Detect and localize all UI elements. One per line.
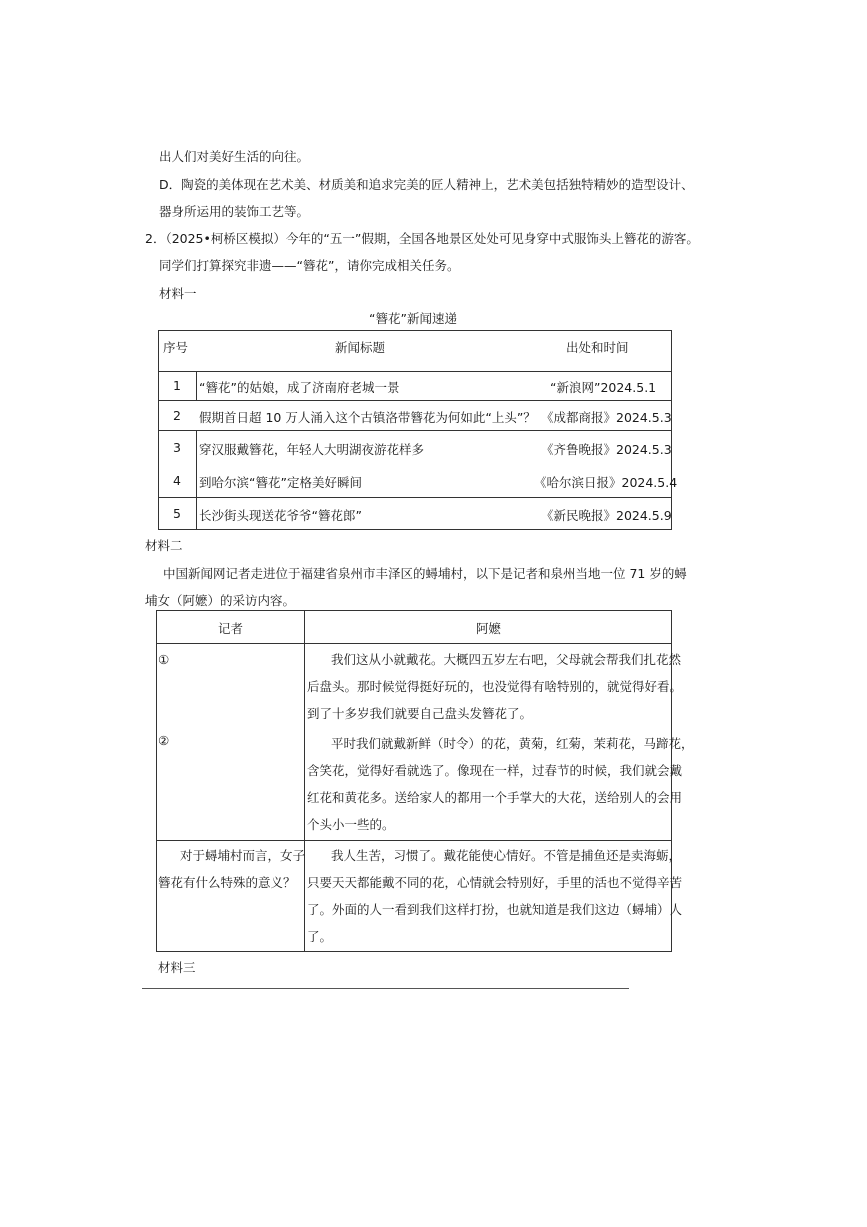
table2-header-grandma: 阿嬷 (476, 621, 502, 636)
question-2-line-2: 同学们打算探究非遗——“簪花”，请你完成相关任务。 (159, 258, 460, 273)
table-row-title: 长沙街头现送花爷爷“簪花郎” (199, 508, 362, 523)
table1-header-title: 新闻标题 (335, 340, 386, 355)
answer-1: 我们这从小就戴花。大概四五岁左右吧，父母就会帮我们扎花然 后盘头。那时候觉得挺好玩的，也没觉得有啥特别的，就觉得好看。 到了十多岁我们就要自己盘头发簪花了。 (307, 652, 683, 721)
footer-divider (142, 988, 629, 989)
question-3: 对于蟳埔村而言，女子 簪花有什么特殊的意义？ (158, 848, 306, 890)
text-line-2: D．陶瓷的美体现在艺术美、材质美和追求完美的匠人精神上，艺术美包括独特精妙的造型设计、 (159, 177, 694, 192)
answer-3: 我人生苦，习惯了。戴花能使心情好。不管是捕鱼还是卖海蛎， 只要天天都能戴不同的花，心情就会特别好，手里的活也不觉得辛苦 了。外面的人一看到我们这样打扮，也就知道是我们这边（蟳埔）人 了。 (307, 848, 683, 944)
table-row-source: 《哈尔滨日报》2024.5.4 (534, 475, 678, 490)
table-row-source: “新浪网”2024.5.1 (550, 380, 657, 395)
table-row-source: 《成都商报》2024.5.3 (541, 410, 672, 425)
table1-header-source: 出处和时间 (566, 340, 629, 355)
material-2-intro-line-2: 埔女（阿嬷）的采访内容。 (145, 593, 296, 608)
table-row-title: 假期首日超 10 万人涌入这个古镇洛带簪花为何如此“上头”？ (199, 410, 536, 425)
table-row-title: 到哈尔滨“簪花”定格美好瞬间 (199, 475, 362, 490)
table-row-no: 4 (173, 473, 181, 488)
table-row-source: 《齐鲁晚报》2024.5.3 (541, 442, 672, 457)
material-2-intro-line-1: 中国新闻网记者走进位于福建省泉州市丰泽区的蟳埔村，以下是记者和泉州当地一位 71 岁的蟳 (163, 566, 687, 581)
table1-caption: “簪花”新闻速递 (369, 311, 457, 326)
answer-2: 平时我们就戴新鲜（时令）的花，黄菊，红菊，茉莉花，马蹄花， 含笑花，觉得好看就选了。像现在一样，过春节的时候，我们就会戴 红花和黄花多。送给家人的都用一个手掌大的大花，送给别人的会用 个头小一些的。 (307, 736, 694, 832)
question-marker-2: ② (158, 733, 170, 748)
table-row-title: 穿汉服戴簪花，年轻人大明湖夜游花样多 (199, 442, 425, 457)
table-row-no: 5 (173, 506, 181, 521)
question-2-line-1: 2．（2025•柯桥区模拟）今年的“五一”假期，全国各地景区处处可见身穿中式服饰头上簪花的游客。 (145, 231, 699, 246)
table2-header-reporter: 记者 (218, 621, 244, 636)
table-row-no: 2 (173, 408, 181, 423)
question-marker-1: ① (158, 652, 170, 667)
table-row-title: “簪花”的姑娘，成了济南府老城一景 (199, 380, 400, 395)
material-1-heading: 材料一 (159, 286, 197, 301)
text-line-1: 出人们对美好生活的向往。 (159, 149, 310, 164)
material-3-heading: 材料三 (158, 960, 196, 975)
table-row-no: 1 (173, 378, 181, 393)
table1-header-no: 序号 (163, 340, 189, 355)
table-row-no: 3 (173, 440, 181, 455)
table-row-source: 《新民晚报》2024.5.9 (541, 508, 672, 523)
text-line-3: 器身所运用的装饰工艺等。 (159, 204, 310, 219)
material-2-heading: 材料二 (145, 538, 183, 553)
